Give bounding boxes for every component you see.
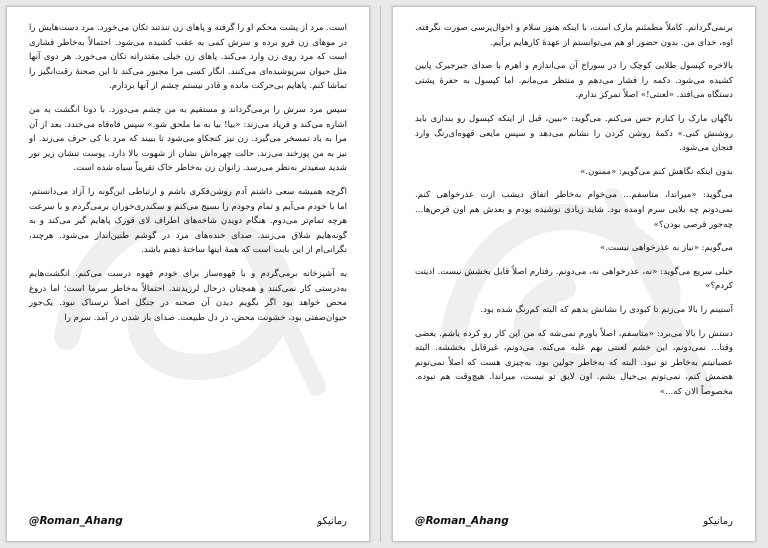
publisher-logo: رمانیکو	[317, 516, 347, 527]
paragraph: دستش را بالا می‌برد: «متاسفم، اصلاً باورم نمی‌شه که من این کار رو کرده باشم. بعضی وقتا... نمی‌دونم، این خشم لعنتی بهم غلبه می‌کنه. می‌دونم، غیرقابل بخششه. البته عصبانیتم به‌خاطر تو نبود. البته که به‌خاطر جولین بود. به‌چیزی هست که اصلاً نمی‌تونم هضمش کنم، نمی‌تونم بی‌خیال بشم. اون لایق تو نیست، میراندا. هیچ‌وقت هم نبوده. مخصوصاً الان که...»	[415, 328, 733, 397]
paragraph: می‌گوید: «میراندا، متاسفم... می‌خوام به‌خاطر اتفاق دیشب ازت عذرخواهی کنم. نمی‌دونم چه بلایی سرم اومده بود. شاید زیادی نوشیده بودم و بعدش هم اون قرص‌ها... چه‌جور قرصی بودن؟»	[415, 190, 733, 230]
left-page	[6, 6, 370, 542]
paragraph: می‌گویم: «نیاز به عذرخواهی نیست.»	[600, 243, 733, 254]
page-footer	[415, 511, 733, 527]
left-page-text	[29, 21, 347, 491]
channel-handle: @Roman_Ahang	[415, 515, 509, 527]
paragraph: به آشپزخانه برمی‌گردم و با قهوه‌ساز برای خودم قهوه درست می‌کنم. انگشت‌هایم به‌درستی کار نمی‌کنند و همچنان درحال لرزیدنند. احتمالاً به‌خاطر سرما است؛ اما دروغ محض خواهد بود اگر بگویم دیدن آن صحنه در جنگل اصلاً ترسناک نبود. یک‌جور حیوان‌صفتی بود، خشونت محض، در دل طبیعت. صدای باز شدن در آمد. سرم را	[29, 268, 347, 323]
paragraph: آستینم را بالا می‌زنم تا کبودی را نشانش بدهم که البته کم‌رنگ شده بود.	[480, 304, 733, 315]
paragraph: اگرچه همیشه سعی داشتم آدم روشن‌فکری باشم و ارتباطی این‌گونه را آزاد می‌دانستم، اما با خودم می‌آیم و تمام وجودم را بسیج می‌کنم و سکندری‌خوران برمی‌گردم و با سرعت هرچه تمام‌تر می‌دوم. هنگام دویدن شاخه‌های اطراف لای قوزک پاهایم گیر می‌کند و به گونه‌هایم شلاق می‌زنند. صدای خنده‌های مرد در گوشم طنین‌انداز می‌شود. هرچند، نگرانی‌ام از این بابت است که همهٔ اینها ساختهٔ ذهنم باشد.	[29, 186, 347, 256]
paragraph: ناگهان مارک را کنارم حس می‌کنم. می‌گوید: «ببین، قبل از اینکه کپسول رو بندازی باید روشنش کنی.» دکمهٔ روشن کردن را نشانم می‌دهد و سپس مایعی قهوه‌ای‌رنگ وارد فنجان می‌شود.	[415, 113, 733, 154]
channel-handle: @Roman_Ahang	[29, 515, 123, 527]
paragraph: خیلی سریع می‌گوید: «نه، عذرخواهی نه، می‌دونم. رفتارم اصلاً قابل بخشش نیست. اذیتت کردم؟»	[415, 266, 733, 292]
publisher-logo: رمانیکو	[703, 516, 733, 527]
book-spine	[380, 6, 381, 542]
paragraph: سپس مرد سرش را برمی‌گرداند و مستقیم به من چشم می‌دوزد. با دوتا انگشت به من اشاره می‌کند و فریاد می‌زند: «بیا! بیا به ما ملحق شو.» سپس قاه‌قاه می‌خندد. بعد از آن مرا به یاد تمسخر می‌گیرد. زن نیز کنجکاو می‌شود تا ببیند که مرد با کی حرف می‌زند. او نیز به من پوزخند می‌زند. حالت چهره‌اش نشان از شهوت بالا دارد. پوست تنشان زیر نور شدید سفیدتر به‌نظر می‌رسد. زانوان زن به‌خاطر خاک تقریباً سیاه شده است.	[29, 104, 347, 174]
paragraph: بدون اینکه نگاهش کنم می‌گویم: «ممنون.»	[580, 166, 733, 177]
page-footer	[29, 511, 347, 527]
right-page-text	[415, 21, 733, 491]
paragraph: است. مرد از پشت محکم او را گرفته و پاهای زن تندتند تکان می‌خورد. مرد دست‌هایش را در موهای زن فرو برده و سرش کمی به عقب کشیده می‌شود. احتمالاً به‌خاطر فشاری است که مرد روی زن وارد می‌کند. پاهای زن خیلی مقتدرانه تکان می‌خورد. هر دوی آنها مثل حیوان سرپوشیده‌ای می‌کنند. انگار کسی مرا مجبور می‌کند تا این صحنهٔ رقت‌انگیز را تماشا کنم. پاهایم بی‌حرکت مانده و قادر نیستم چشم از آنها بردارم.	[29, 23, 347, 92]
right-page	[392, 6, 756, 542]
paragraph: برنمی‌گردانم. کاملاً مطمئنم مارک است، با اینکه هنوز سلام و احوال‌پرسی صورت نگرفته. اوه، خدای من. بدون حضور او هم می‌توانستم از عهدهٔ کارهایم برآیم.	[415, 23, 733, 48]
paragraph: بالاخره کپسول طلایی کوچک را در سوراخ آن می‌اندازم و اهرم با صدای جیرجیرک پایین کشیده می‌شود. دکمه را فشار می‌دهم و منتظر می‌مانم. اما کپسول به حفرهٔ پشتی دستگاه می‌افتد. «لعنتی!» اصلاً تمرکز ندارم.	[415, 61, 733, 101]
